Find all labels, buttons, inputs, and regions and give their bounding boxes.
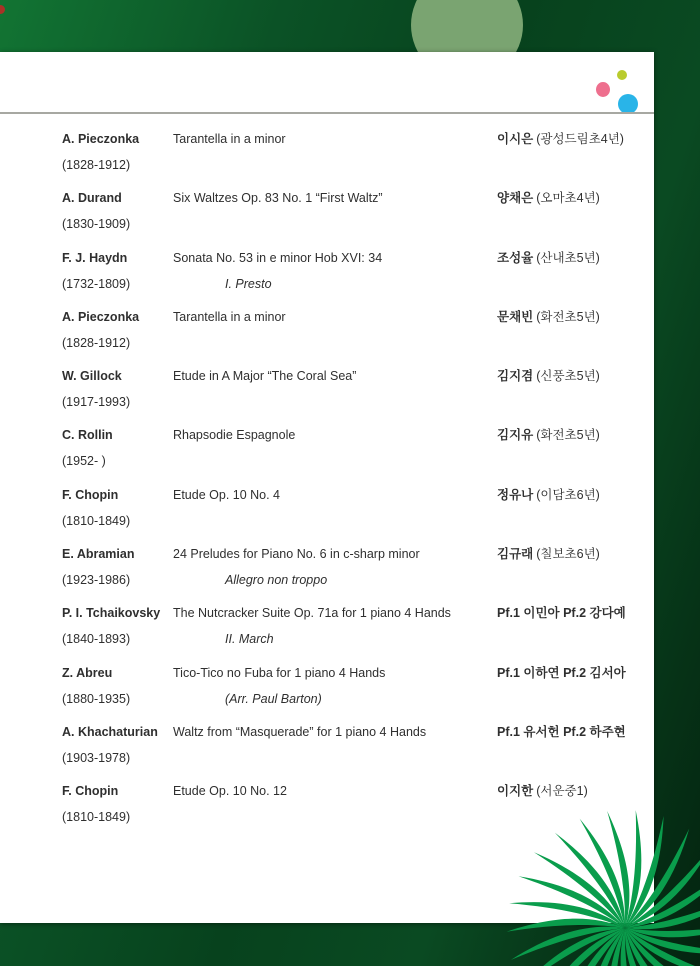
composer-name: A. Durand: [62, 191, 122, 206]
performer-affiliation: (광성드림초4년): [536, 132, 624, 146]
composer-dates: (1732-1809): [62, 276, 131, 291]
program-row: [0, 126, 654, 185]
performer-name: 이지한: [497, 784, 534, 799]
piece-subtitle: I. Presto: [225, 276, 272, 291]
performer-cell: [497, 422, 654, 448]
piece-title: 24 Preludes for Piano No. 6 in c-sharp minor: [173, 547, 420, 562]
composer-name: C. Rollin: [62, 428, 113, 443]
composer-dates: (1880-1935): [62, 691, 131, 706]
program-row: [0, 363, 654, 422]
performer-name: 정유나: [497, 487, 534, 502]
olive-dot-decoration: [617, 70, 627, 80]
performer-cell: [497, 304, 654, 330]
header-separator-line: [0, 112, 654, 114]
composer-cell: [62, 422, 173, 474]
piece-cell: [173, 185, 497, 211]
composer-cell: [62, 482, 173, 534]
composer-cell: [62, 185, 173, 237]
performer-name: 김규래: [497, 547, 534, 562]
program-row: [0, 482, 654, 541]
piece-cell: [173, 541, 497, 593]
composer-dates: (1828-1912): [62, 158, 131, 172]
composer-cell: [62, 600, 173, 652]
composer-cell: [62, 245, 173, 297]
composer-dates: (1923-1986): [62, 573, 131, 588]
composer-dates: (1840-1893): [62, 632, 131, 647]
performer-cell: [497, 719, 654, 745]
performer-name: 이시은: [497, 132, 534, 146]
piece-cell: [173, 600, 497, 652]
piece-subtitle: Allegro non troppo: [225, 573, 328, 588]
performer-cell: [497, 126, 654, 152]
composer-name: Z. Abreu: [62, 665, 113, 680]
performer-cell: [497, 245, 654, 271]
spiral-fan-decoration: [495, 798, 700, 966]
performer-name: 양채은: [497, 191, 534, 206]
performer-name: 김지겸: [497, 369, 534, 384]
composer-dates: (1828-1912): [62, 335, 131, 350]
piece-cell: [173, 778, 497, 804]
performer-affiliation: (칠보초6년): [536, 547, 600, 562]
composer-name: P. I. Tchaikovsky: [62, 606, 161, 621]
red-dot-decoration: [0, 5, 5, 14]
performer-name: 김지유: [497, 428, 534, 443]
program-row: [0, 304, 654, 363]
piece-title: Tarantella in a minor: [173, 132, 286, 146]
piece-cell: [173, 719, 497, 745]
piece-cell: [173, 363, 497, 389]
composer-cell: [62, 304, 173, 356]
composer-name: F. J. Haydn: [62, 250, 128, 265]
piece-title: Etude Op. 10 No. 4: [173, 487, 281, 502]
piece-title: Tarantella in a minor: [173, 309, 286, 324]
piece-title: Six Waltzes Op. 83 No. 1 “First Waltz”: [173, 191, 383, 206]
piece-cell: [173, 245, 497, 297]
composer-dates: (1903-1978): [62, 750, 131, 765]
composer-dates: (1830-1909): [62, 217, 131, 232]
piece-cell: [173, 304, 497, 330]
program-row: [0, 600, 654, 659]
composer-name: W. Gillock: [62, 369, 122, 384]
performer-affiliation: (이담초6년): [536, 487, 600, 502]
performer-affiliation: (오마초4년): [536, 191, 600, 206]
composer-dates: (1917-1993): [62, 395, 131, 410]
performer-name: Pf.1 유서헌 Pf.2 하주현: [497, 724, 626, 739]
composer-cell: [62, 719, 173, 771]
performer-affiliation: (신풍초5년): [536, 369, 600, 384]
piece-subtitle: II. March: [225, 632, 274, 647]
performer-cell: [497, 482, 654, 508]
program-row: [0, 422, 654, 481]
program-row: [0, 719, 654, 778]
performer-name: Pf.1 이하연 Pf.2 김서아: [497, 665, 626, 680]
composer-name: F. Chopin: [62, 784, 119, 799]
performer-cell: [497, 541, 654, 567]
performer-affiliation: (화전초5년): [536, 309, 600, 324]
program-list: [0, 126, 654, 838]
program-row: [0, 541, 654, 600]
composer-cell: [62, 126, 173, 178]
piece-title: Etude in A Major “The Coral Sea”: [173, 369, 357, 384]
composer-name: A. Khachaturian: [62, 724, 158, 739]
program-card: [0, 52, 654, 923]
piece-title: Sonata No. 53 in e minor Hob XVI: 34: [173, 250, 383, 265]
performer-cell: [497, 600, 654, 626]
blue-dot-decoration: [618, 94, 638, 114]
composer-cell: [62, 541, 173, 593]
composer-name: E. Abramian: [62, 547, 135, 562]
performer-affiliation: (산내초5년): [536, 250, 600, 265]
piece-title: Rhapsodie Espagnole: [173, 428, 296, 443]
piece-title: The Nutcracker Suite Op. 71a for 1 piano 4 Hands: [173, 606, 451, 621]
composer-dates: (1952- ): [62, 454, 106, 469]
performer-cell: [497, 660, 654, 686]
piece-cell: [173, 422, 497, 448]
performer-name: 조성율: [497, 250, 534, 265]
performer-affiliation: (서운중1): [536, 784, 588, 799]
piece-title: Tico-Tico no Fuba for 1 piano 4 Hands: [173, 665, 386, 680]
piece-cell: [173, 126, 497, 152]
pink-dot-decoration: [596, 82, 610, 97]
piece-title: Etude Op. 10 No. 12: [173, 784, 287, 799]
composer-cell: [62, 660, 173, 712]
program-row: [0, 245, 654, 304]
program-row: [0, 185, 654, 244]
performer-cell: [497, 363, 654, 389]
performer-name: 문채빈: [497, 309, 534, 324]
composer-cell: [62, 778, 173, 830]
piece-cell: [173, 482, 497, 508]
composer-cell: [62, 363, 173, 415]
program-row: [0, 660, 654, 719]
composer-name: A. Pieczonka: [62, 132, 140, 146]
composer-name: A. Pieczonka: [62, 309, 140, 324]
piece-title: Waltz from “Masquerade” for 1 piano 4 Hands: [173, 724, 427, 739]
piece-subtitle: (Arr. Paul Barton): [225, 691, 322, 706]
performer-affiliation: (화전초5년): [536, 428, 600, 443]
performer-name: Pf.1 이민아 Pf.2 강다예: [497, 606, 626, 621]
composer-dates: (1810-1849): [62, 513, 131, 528]
piece-cell: [173, 660, 497, 712]
performer-cell: [497, 185, 654, 211]
composer-dates: (1810-1849): [62, 810, 131, 825]
composer-name: F. Chopin: [62, 487, 119, 502]
